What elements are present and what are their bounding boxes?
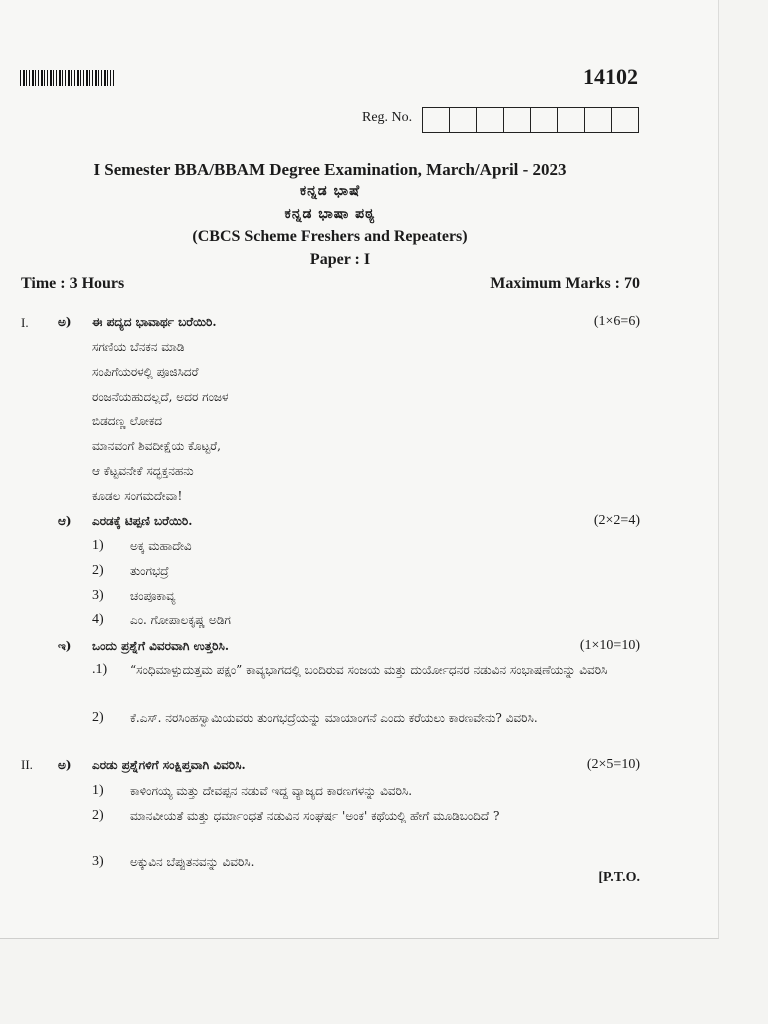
question-heading: ಎರಡಕ್ಕೆ ಟಿಪ್ಪಣಿ ಬರೆಯಿರಿ. <box>92 514 193 528</box>
item-text: ತುಂಗಭದ್ರೆ <box>130 564 169 578</box>
question-heading: ಈ ಪದ್ಯದ ಭಾವಾರ್ಥ ಬರೆಯಿರಿ. <box>92 315 217 329</box>
poem-line: ರಂಜನೆಯಹುದಲ್ಲದೆ, ಅದರ ಗಂಜಳ <box>92 390 229 404</box>
item-text: ಅಕ್ಕುವಿನ ಬೆಪ್ಪುತನವನ್ನು ವಿವರಿಸಿ. <box>130 855 255 869</box>
item-text: “ಸಂಧಿಮಾಳ್ಪುದುತ್ತಮ ಪಕ್ಷಂ” ಕಾವ್ಯಭಾಗದಲ್ಲಿ ಬಂದಿರುವ ಸಂಜಯ ಮತ್ತು ದುರ್ಯೋಧನರ ನಡುವಿನ ಸಂಭಾಷಣೆಯನ್ನು ವಿವರಿಸಿ <box>130 663 608 677</box>
question-marks: (1×6=6) <box>593 314 640 329</box>
scheme-line: (CBCS Scheme Freshers and Repeaters) <box>192 228 468 245</box>
item-number: 2) <box>92 563 104 578</box>
barcode <box>20 70 114 86</box>
question-letter: ಆ) <box>58 514 72 528</box>
item-text: ಚಂಪೂಕಾವ್ಯ <box>130 589 176 603</box>
item-text: ಕಾಳಿಂಗಯ್ಯ ಮತ್ತು ದೇವಪ್ಪನ ನಡುವೆ ಇದ್ದ ವ್ಯಾಜ್ಯದ ಕಾರಣಗಳನ್ನು ವಿವರಿಸಿ. <box>130 784 413 798</box>
item-text: ಮಾನವೀಯತೆ ಮತ್ತು ಧರ್ಮಾಂಧತೆ ನಡುವಿನ ಸಂಘರ್ಷ 'ಅಂಕ' ಕಥೆಯಲ್ಲಿ ಹೇಗೆ ಮೂಡಿಬಂದಿದೆ ? <box>130 809 500 823</box>
item-text: ಎಂ. ಗೋಪಾಲಕೃಷ್ಣ ಅಡಿಗ <box>130 613 231 627</box>
section-2-label: II. <box>21 757 33 772</box>
item-text: ಕೆ.ಎಸ್. ನರಸಿಂಹಸ್ವಾಮಿಯವರು ತುಂಗಭದ್ರೆಯನ್ನು ಮಾಯಾಂಗನೆ ಎಂದು ಕರೆಯಲು ಕಾರಣವೇನು? ವಿವರಿಸಿ. <box>130 711 538 725</box>
reg-no-box <box>477 108 504 132</box>
reg-no-box <box>585 108 612 132</box>
reg-no-box <box>612 108 638 132</box>
item-number: 2) <box>92 710 104 725</box>
item-number: 1) <box>92 783 104 798</box>
poem-line: ಸಂಪಿಗೆಯರಳಲ್ಲಿ ಪೂಜಿಸಿದರೆ <box>92 365 199 379</box>
please-turn-over: [P.T.O. <box>598 870 640 885</box>
poem-line: ಬಿಡದಣ್ಣ ಲೋಕದ <box>92 414 162 428</box>
subject-subtitle: ಕನ್ನಡ ಭಾಷಾ ಪಠ್ಯ <box>284 206 376 222</box>
item-number: 1) <box>92 538 104 553</box>
maximum-marks: Maximum Marks : 70 <box>490 275 640 292</box>
paper-number: Paper : I <box>309 251 371 268</box>
exam-title: I Semester BBA/BBAM Degree Examination, March/April - 2023 <box>93 160 567 179</box>
reg-no-label: Reg. No. <box>362 110 413 125</box>
reg-no-box <box>450 108 477 132</box>
question-marks: (2×2=4) <box>593 513 640 528</box>
item-number: 4) <box>92 612 104 627</box>
time-allowed: Time : 3 Hours <box>21 275 125 292</box>
poem-line: ಸಗಣಿಯ ಬೆನಕನ ಮಾಡಿ <box>92 340 185 354</box>
question-heading: ಒಂದು ಪ್ರಶ್ನೆಗೆ ವಿವರವಾಗಿ ಉತ್ತರಿಸಿ. <box>92 639 230 653</box>
section-1-label: I. <box>21 315 29 330</box>
poem-line: ಮಾನವಂಗೆ ಶಿವದೀಕ್ಷೆಯ ಕೊಟ್ಟರೆ, <box>92 439 221 453</box>
question-letter: ಇ) <box>58 639 72 653</box>
item-number: 3) <box>92 588 104 603</box>
item-number: 3) <box>92 854 104 869</box>
reg-no-boxes <box>422 107 639 133</box>
reg-no-box <box>423 108 450 132</box>
paper-code: 14102 <box>583 64 638 89</box>
poem-line: ಕೂಡಲ ಸಂಗಮದೇವಾ! <box>92 489 183 503</box>
reg-no-box <box>558 108 585 132</box>
item-number: 2) <box>92 808 104 823</box>
question-marks: (1×10=10) <box>579 638 640 653</box>
item-number: .1) <box>92 662 108 677</box>
subject-title: ಕನ್ನಡ ಭಾಷೆ <box>299 183 361 199</box>
reg-no-box <box>531 108 558 132</box>
question-letter: ಅ) <box>58 758 72 772</box>
question-letter: ಅ) <box>58 315 72 329</box>
item-text: ಅಕ್ಕ ಮಹಾದೇವಿ <box>130 539 192 553</box>
reg-no-box <box>504 108 531 132</box>
question-marks: (2×5=10) <box>586 757 640 772</box>
question-heading: ಎರಡು ಪ್ರಶ್ನೆಗಳಿಗೆ ಸಂಕ್ಷಿಪ್ತವಾಗಿ ವಿವರಿಸಿ. <box>92 758 246 772</box>
poem-line: ಆ ಕೆಟ್ಟವನೇಕೆ ಸದ್ಭಕ್ತನಹನು <box>92 464 194 478</box>
